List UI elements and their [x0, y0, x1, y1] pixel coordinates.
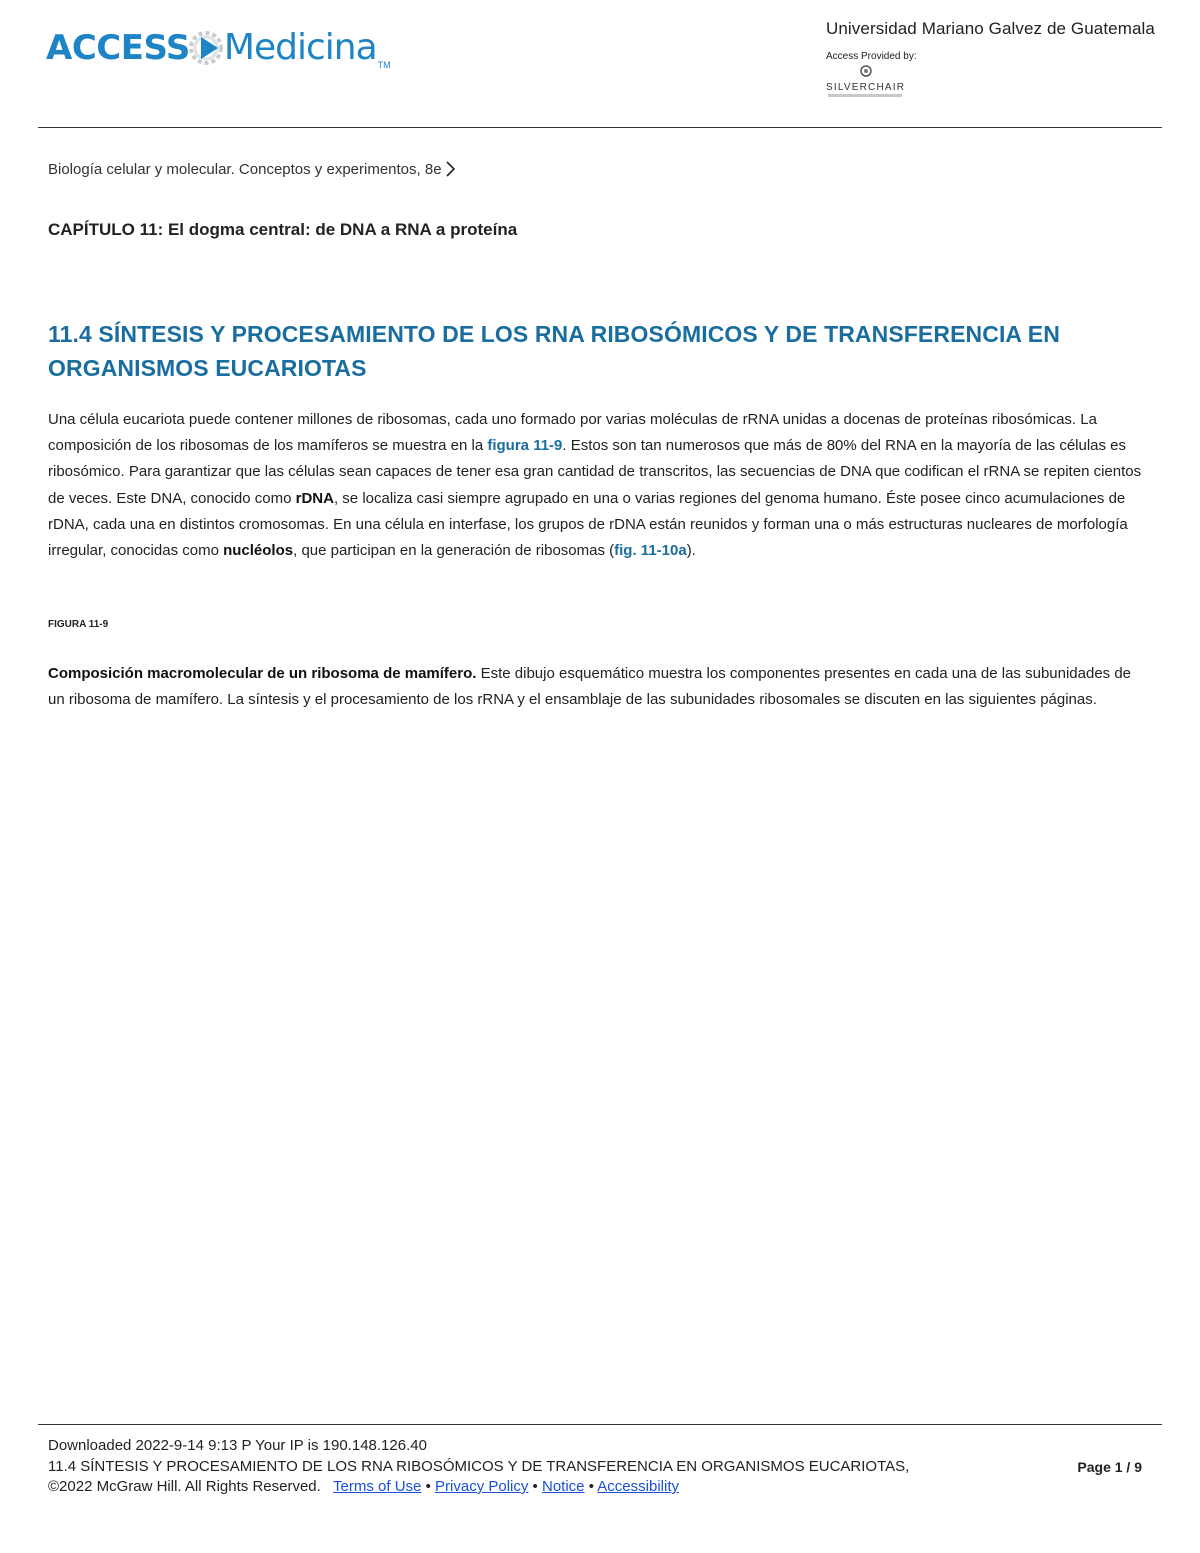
- figure-label: FIGURA 11-9: [48, 619, 109, 630]
- gear-arrow-icon: [188, 22, 226, 74]
- header-divider: [38, 127, 1162, 128]
- term-nucleolos: nucléolos: [223, 542, 294, 560]
- silverchair-logo-text: SILVERCHAIR: [826, 82, 906, 93]
- footer-section-title: 11.4 SÍNTESIS Y PROCESAMIENTO DE LOS RNA RIBOSÓMICOS Y DE TRANSFERENCIA EN ORGANISMOS EUCARIOTAS,: [48, 1457, 910, 1475]
- breadcrumb-book[interactable]: Biología celular y molecular. Conceptos y experimentos, 8e: [48, 160, 442, 178]
- footer: [48, 1436, 1148, 1498]
- institution-name: Universidad Mariano Galvez de Guatemala: [826, 19, 1155, 38]
- link-separator: •: [532, 1478, 538, 1495]
- chevron-right-icon: [444, 160, 456, 178]
- footer-divider: [38, 1424, 1162, 1425]
- access-provided-label: Access Provided by:: [826, 51, 917, 62]
- accessmedicina-logo[interactable]: [46, 22, 391, 82]
- paragraph-text: , que participan en la generación de ribosomas (: [293, 542, 615, 560]
- copyright: ©2022 McGraw Hill. All Rights Reserved.: [48, 1478, 321, 1495]
- caption-title: Composición macromolecular de un ribosoma de mamífero.: [48, 665, 477, 682]
- logo-access-text: ACCESS: [46, 28, 190, 68]
- breadcrumb[interactable]: [48, 160, 456, 178]
- figure-11-9-link[interactable]: figura 11-9: [487, 437, 563, 455]
- section-title: 11.4 SÍNTESIS Y PROCESAMIENTO DE LOS RNA RIBOSÓMICOS Y DE TRANSFERENCIA EN ORGANISMOS EUCARIOTAS: [48, 321, 1060, 381]
- paragraph-text: , se localiza casi siempre agrupado en una o varias regiones del genoma humano. Éste posee cinco acumulaciones de rDNA, cada una en distintos cromosomas. En una célula en interfase, los grupos de rDNA están reunidos y forman una o más estructuras nucleares de morfología irregular, conocidas como: [48, 489, 1128, 560]
- link-separator: •: [588, 1478, 594, 1495]
- caption-text: Este dibujo esquemático muestra los componentes presentes en cada una de las subunidades de un ribosoma de mamífero. La síntesis y el procesamiento de los rRNA y el ensamblaje de las subunidades ribosomales se discuten en las siguientes páginas.: [48, 665, 1132, 709]
- terms-of-use-link[interactable]: Terms of Use: [333, 1478, 422, 1495]
- footer-links-row: [48, 1477, 1148, 1498]
- download-info: Downloaded 2022-9-14 9:13 P Your IP is 190.148.126.40: [48, 1437, 427, 1454]
- paragraph-text: ).: [686, 542, 696, 560]
- page-number: Page 1 / 9: [1077, 1458, 1142, 1475]
- silverchair-tagline-bar: [828, 94, 902, 97]
- notice-link[interactable]: Notice: [541, 1478, 585, 1495]
- trademark-mark: TM: [377, 60, 391, 70]
- body-paragraph: [48, 407, 1148, 564]
- logo-medicina-text: Medicina: [223, 27, 377, 68]
- paragraph-text: . Estos son tan numerosos que más de 80% del RNA en la mayoría de las células es ribosómico. Para garantizar que las células sean capaces de tener esa gran cantidad de transcritos, las secuencias de DNA que codifican el rRNA se repiten cientos de veces. Este DNA, conocido como: [48, 437, 1142, 507]
- paragraph-text: Una célula eucariota puede contener millones de ribosomas, cada uno formado por varias moléculas de rRNA unidas a docenas de proteínas ribosómicas. La composición de los ribosomas de los mamíferos se muestra en la: [48, 411, 1097, 455]
- privacy-policy-link[interactable]: Privacy Policy: [435, 1478, 529, 1495]
- figure-11-10a-link[interactable]: fig. 11-10a: [614, 542, 687, 560]
- accessibility-link[interactable]: Accessibility: [597, 1478, 679, 1495]
- term-rdna: rDNA: [295, 489, 334, 507]
- link-separator: •: [425, 1478, 431, 1495]
- figure-caption: [48, 661, 1148, 713]
- chapter-title: CAPÍTULO 11: El dogma central: de DNA a RNA a proteína: [48, 220, 518, 239]
